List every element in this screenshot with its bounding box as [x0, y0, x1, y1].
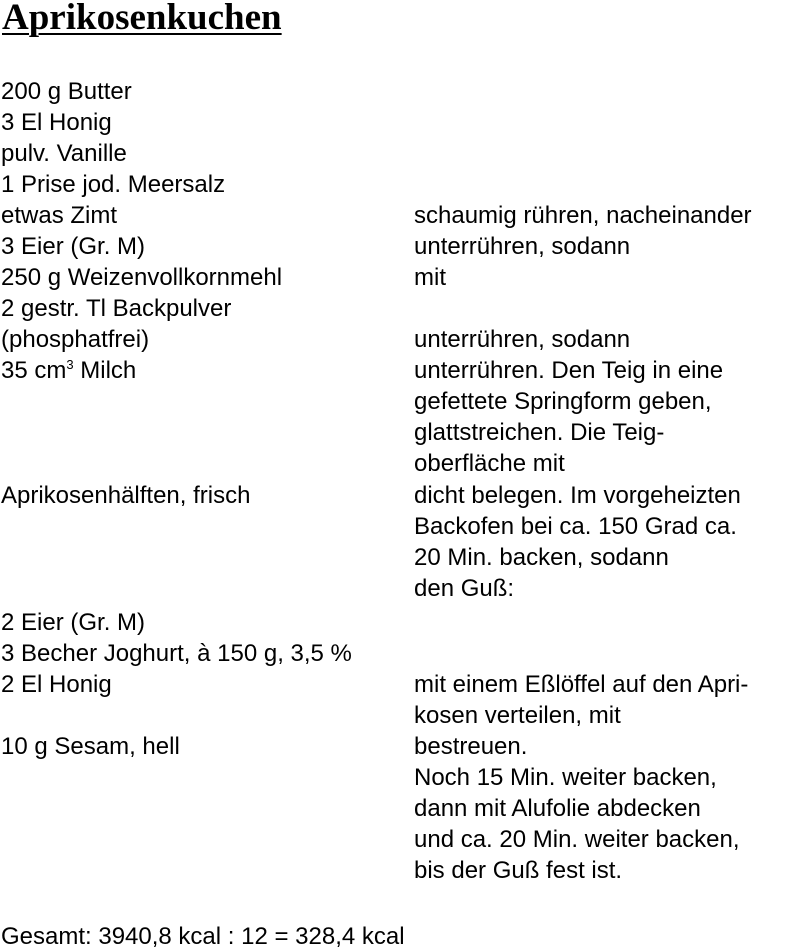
ingredient-cinnamon: etwas Zimt: [1, 202, 118, 229]
ingredient-eggs-topping: 2 Eier (Gr. M): [1, 609, 146, 636]
instruction-line: gefettete Springform geben,: [414, 388, 712, 415]
instruction-line: kosen verteilen, mit: [414, 702, 621, 729]
total-calories: Gesamt: 3940,8 kcal : 12 = 328,4 kcal: [1, 923, 405, 950]
instruction-line: und ca. 20 Min. weiter backen,: [414, 826, 740, 853]
ingredient-phosphate-free: (phosphatfrei): [1, 326, 150, 353]
instruction-line: 20 Min. backen, sodann: [414, 544, 669, 571]
instruction-line: unterrühren, sodann: [414, 326, 631, 353]
ingredient-apricots: Aprikosenhälften, frisch: [1, 482, 251, 509]
instruction-line: dann mit Alufolie abdecken: [414, 795, 701, 822]
ingredient-vanilla: pulv. Vanille: [1, 140, 127, 167]
ingredient-eggs: 3 Eier (Gr. M): [1, 233, 146, 260]
ingredient-yogurt: 3 Becher Joghurt, à 150 g, 3,5 %: [1, 640, 352, 667]
instruction-line: unterrühren. Den Teig in eine: [414, 357, 724, 384]
instruction-line: bestreuen.: [414, 733, 528, 760]
ingredient-milk-superscript: 3: [66, 357, 74, 372]
instruction-line: schaumig rühren, nacheinander: [414, 202, 752, 229]
ingredient-milk-amount: 35 cm: [1, 357, 67, 384]
ingredient-flour: 250 g Weizenvollkornmehl: [1, 264, 283, 291]
ingredient-sesame: 10 g Sesam, hell: [1, 733, 180, 760]
instruction-line: dicht belegen. Im vorgeheizten: [414, 482, 741, 509]
ingredient-butter: 200 g Butter: [1, 78, 132, 105]
ingredient-honey-topping: 2 El Honig: [1, 671, 112, 698]
ingredient-milk-label: Milch: [73, 357, 137, 384]
instruction-line: den Guß:: [414, 575, 515, 602]
recipe-title: Aprikosenkuchen: [2, 0, 282, 38]
ingredient-salt: 1 Prise jod. Meersalz: [1, 171, 226, 198]
instruction-line: oberfläche mit: [414, 450, 565, 477]
instruction-line: glattstreichen. Die Teig-: [414, 419, 665, 446]
instruction-line: mit: [414, 264, 446, 291]
instruction-line: Noch 15 Min. weiter backen,: [414, 764, 717, 791]
ingredient-honey: 3 El Honig: [1, 109, 112, 136]
instruction-line: Backofen bei ca. 150 Grad ca.: [414, 513, 737, 540]
instruction-line: unterrühren, sodann: [414, 233, 631, 260]
instruction-line: mit einem Eßlöffel auf den Apri-: [414, 671, 749, 698]
ingredient-milk: [1, 355, 136, 386]
ingredient-baking-powder: 2 gestr. Tl Backpulver: [1, 295, 232, 322]
instruction-line: bis der Guß fest ist.: [414, 857, 623, 884]
